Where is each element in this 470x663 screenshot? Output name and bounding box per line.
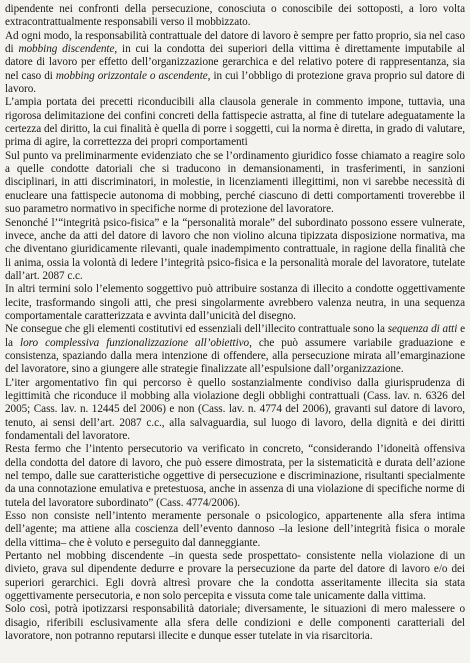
text-run: Esso non consiste nell’intento meramente personale o psicologico, appartenente alla sfera intima dell’agente; ma attiene alla coscienza dell’evento dannoso –la lesione dell’integrità fisica o morale della vittima– che è voluto e perseguito dal danneggiante.: [5, 510, 465, 549]
text-run: Sul punto va preliminarmente evidenziato che se l’ordinamento giuridico fosse chiamato a reagire solo a quelle condotte datoriali che si traducono in demansionamenti, in trasferimenti, in sanzioni disciplinari, in atti discriminatori, in molestie, in licenziamenti illegittimi, non vi sarebbe necessità di enucleare una fattispecie autonoma di mobbing, perché ciascuno di detti comportamenti troverebbe il suo parametro normativo in specifiche norme di protezione del lavoratore.: [5, 149, 465, 216]
text-run: Pertanto nel mobbing discendente –in questa sede prospettato- consistente nella violazione di un divieto, grava sul dipendente dedurre e provare la persecuzione da parte del datore di lavoro e/o dei superiori gerarchici. Egli dovrà altresì provare che la condotta asseritamente illecita sia stata oggettivamente persecutoria, e non solo percepita e vissuta come tale unicamente dalla vittima.: [5, 550, 465, 603]
italic-text: mobbing orizzontale o ascendente: [55, 69, 208, 82]
italic-text: sequenza di atti: [387, 323, 458, 336]
text-run: , che può assumere variabile graduazione e consistenza, spaziando dalla mera intenzione di offendere, alla persecuzione mirata all’emarginazione del lavoratore, sino a giungere alle strategie finalizzate all’espulsione dall’organizzazione.: [5, 336, 465, 376]
paragraph: [5, 150, 465, 217]
text-run: , in cui l’obbligo di protezione grava proprio sul datore di lavoro.: [5, 69, 465, 96]
text-run: L’iter argomentativo fin qui percorso è quello sostanzialmente condiviso dalla giurisprudenza di legittimità che riconduce il mobbing alla violazione degli obblighi contrattuali (Cass. lav. n. 6326 del 2005; Cass. lav. n. 12445 del 2006) e non (Cass. lav. n. 4774 del 2006), gravanti sul datore di lavoro, tenuto, ai sensi dell’art. 2087 c.c., alla salvaguardia, sul luogo di lavoro, della dignità e dei diritti fondamentali del lavoratore.: [5, 376, 465, 442]
paragraph: [5, 510, 465, 550]
text-run: , in cui la condotta dei superiori della vittima è direttamente imputabile al datore di lavoro per effetto dell’organizzazione gerarchica e del relativo potere di rappresentanza, sia nel caso di: [5, 43, 465, 82]
paragraph: [5, 96, 465, 149]
paragraph: [5, 3, 465, 30]
text-run: In altri termini solo l’elemento soggettivo può attribuire sostanza di illecito a condotte oggettivamente lecite, trasformando singoli atti, che presi singolarmente avrebbero valenza neutra, in una sequenza comportamentale caratterizzata e avvinta dall’unicità del disegno.: [5, 283, 465, 322]
paragraph: [5, 323, 465, 376]
text-run: L’ampia portata dei precetti riconducibili alla clausola generale in commento impone, tuttavia, una rigorosa delimitazione dei confini concreti della fattispecie astratta, al fine di tutelare adeguatamente la certezza del diritto, la cui finalità è quella di porre i soggetti, cui la norma è diretta, in grado di valutare, prima di agire, la correttezza dei propri comportamenti: [5, 96, 465, 149]
paragraph: [5, 603, 465, 643]
paragraph: [5, 30, 465, 97]
paragraph: [5, 283, 465, 323]
text-run: Resta fermo che l’intento persecutorio va verificato in concreto, “considerando l’idoneità offensiva della condotta del datore di lavoro, che può essere dimostrata, per la sistematicità e durata dell’azione nel tempo, dalle sue caratteristiche oggettive di persecuzione e discriminazione, risultanti specialmente da una connotazione emulativa e pretestuosa, anche in assenza di una violazione di specifiche norme di tutela del lavoratore subordinato” (Cass. 4774/2006).: [5, 443, 465, 509]
paragraph: [5, 550, 465, 603]
paragraph: [5, 443, 465, 510]
italic-text: loro complessiva funzionalizzazione all’obiettivo: [20, 336, 250, 349]
text-run: Ad ogni modo, la responsabilità contrattuale del datore di lavoro è sempre per fatto proprio, sia nel caso di: [5, 29, 465, 56]
text-run: Solo così, potrà ipotizzarsi responsabilità datoriale; diversamente, le situazioni di mero malessere o disagio, riferibili esclusivamente alla sfera delle condizioni e delle componenti caratteriali del lavoratore, non potranno reputarsi illecite e dunque esser tutelate in via risarcitoria.: [5, 603, 465, 643]
text-run: Senonché l’“integrità psico-fisica” e la “personalità morale” del subordinato possono essere vulnerate, invece, anche da atti del datore di lavoro che non violino alcuna tipizzata disposizione normativa, ma che diventano giuridicamente rilevanti, quale inadempimento contrattuale, in ragione della finalità che li anima, ossia la volontà di ledere l’integrità psico-fisica e la personalità morale del lavoratore, tutelate dall’art. 2087 c.c.: [5, 216, 465, 282]
text-run: e la: [5, 323, 465, 349]
paragraph: [5, 217, 465, 284]
text-run: dipendente nei confronti della persecuzione, conosciuta o conoscibile dei sottoposti, a loro volta extracontrattualmente responsabili verso il mobbizzato.: [5, 3, 465, 29]
italic-text: mobbing discendente: [18, 43, 115, 56]
text-run: Ne consegue che gli elementi costitutivi ed essenziali dell’illecito contrattuale sono la: [5, 323, 388, 336]
paragraph: [5, 377, 465, 444]
